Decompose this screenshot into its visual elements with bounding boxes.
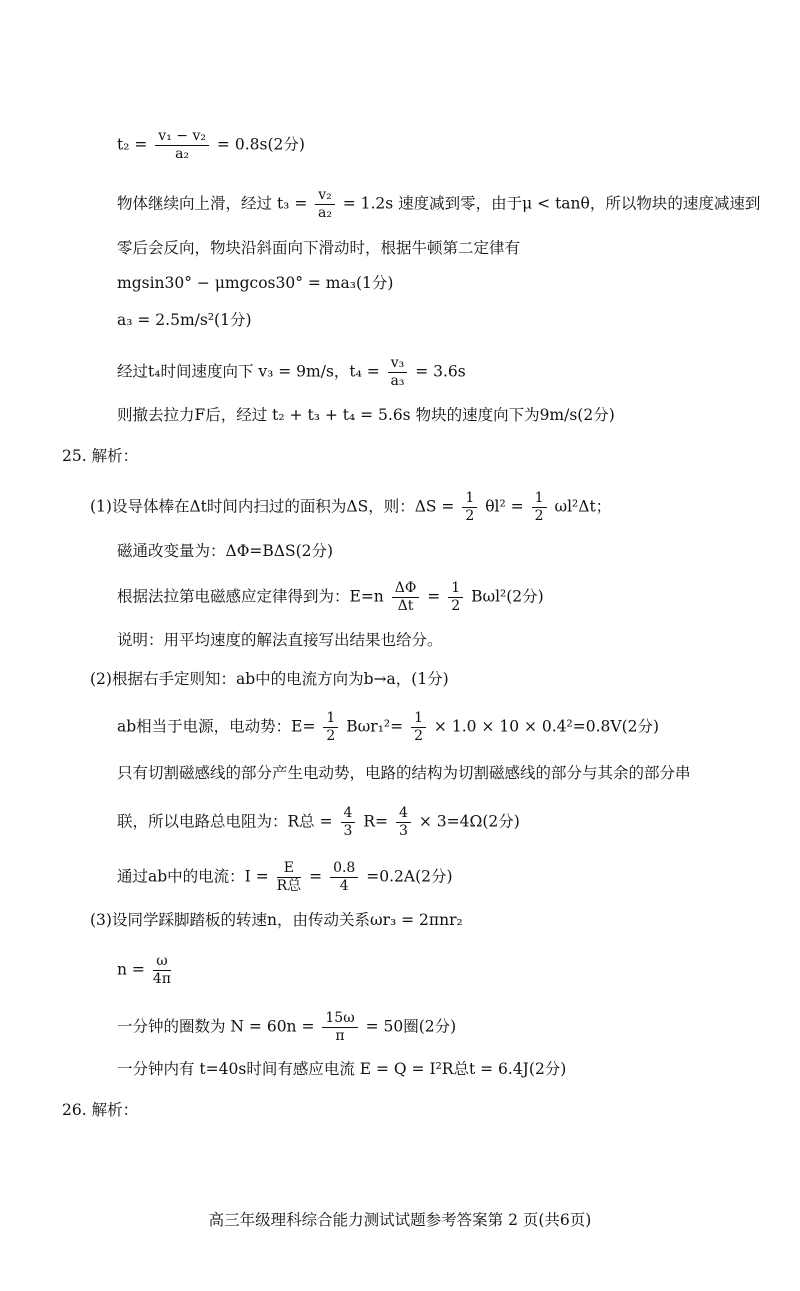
fraction: $\frac{\text{v₃}}{\text{a₃}}$	[388, 355, 408, 390]
text: × 3=4Ω(2分)	[418, 812, 520, 831]
text-line: 只有切割磁感线的部分产生电动势，电路的结构为切割磁感线的部分与其余的部分串	[117, 764, 691, 782]
text: = 1.2s 速度减到零，由于μ < tanθ，所以物块的速度减速到	[342, 194, 761, 213]
text-line	[117, 187, 760, 222]
fraction: $\frac{\text{v₁ − v₂}}{\text{a₂}}$	[155, 128, 209, 163]
fraction: $\frac{1}{2}$	[448, 580, 463, 615]
text-line: (3)设同学踩脚踏板的转速n，由传动关系ωr₃ = 2πnr₂	[90, 911, 463, 929]
fraction: $\frac{1}{2}$	[532, 490, 547, 525]
text-line: 则撤去拉力F后，经过 t₂ + t₃ + t₄ = 5.6s 物块的速度向下为9m/s(2分)	[117, 406, 615, 424]
text-line: 说明：用平均速度的解法直接写出结果也给分。	[117, 631, 443, 649]
section-heading-25: 25. 解析：	[62, 447, 139, 465]
text: R=	[363, 812, 389, 831]
text-line	[117, 355, 466, 390]
text: ab相当于电源，电动势：E=	[117, 717, 316, 736]
text-line	[117, 805, 520, 840]
text-line	[117, 860, 453, 895]
fraction: $\frac{0.8}{4}$	[330, 860, 358, 895]
text-line	[117, 1010, 456, 1045]
text-line: mgsin30° − μmgcos30° = ma₃(1分)	[117, 274, 394, 292]
text: 物体继续向上滑，经过	[117, 194, 273, 213]
equation-t2	[117, 128, 305, 163]
text: Bωl²(2分)	[471, 587, 544, 606]
text-line: (2)根据右手定则知：ab中的电流方向为b→a，(1分)	[90, 670, 449, 688]
text: 根据法拉第电磁感应定律得到为：E=n	[117, 587, 384, 606]
text-line: 零后会反向，物块沿斜面向下滑动时，根据牛顿第二定律有	[117, 239, 521, 257]
text-line	[117, 953, 174, 988]
fraction: $\frac{1}{2}$	[411, 710, 426, 745]
fraction: $\frac{\Delta\Phi}{\Delta t}$	[392, 580, 420, 615]
t3-label: t₃ =	[276, 194, 308, 213]
text: 通过ab中的电流：I =	[117, 867, 269, 886]
text: =	[427, 587, 441, 606]
t2-label: t₂ =	[117, 135, 148, 154]
text: n =	[117, 960, 145, 979]
fraction: $\frac{4}{3}$	[396, 805, 411, 840]
fraction: $\frac{4}{3}$	[341, 805, 356, 840]
text: =	[309, 867, 323, 886]
fraction: $\frac{1}{2}$	[323, 710, 338, 745]
text: Bωr₁²=	[346, 717, 404, 736]
fraction: $\frac{\text{v₂}}{\text{a₂}}$	[315, 187, 335, 222]
text: × 1.0 × 10 × 0.4²=0.8V(2分)	[433, 717, 660, 736]
text: (1)设导体棒在Δt时间内扫过的面积为ΔS，则：ΔS =	[90, 497, 455, 516]
text-line	[117, 580, 544, 615]
text: =0.2A(2分)	[366, 867, 453, 886]
text-line: 一分钟内有 t=40s时间有感应电流 E = Q = I²R总t = 6.4J(2分)	[117, 1060, 567, 1078]
text: ωl²Δt；	[554, 497, 612, 516]
text: = 50圈(2分)	[365, 1017, 457, 1036]
text: 一分钟的圈数为 N = 60n =	[117, 1017, 315, 1036]
page-footer: 高三年级理科综合能力测试试题参考答案第 2 页(共6页)	[208, 1211, 592, 1229]
text-line: 磁通改变量为：ΔΦ=BΔS(2分)	[117, 542, 334, 560]
text: 联，所以电路总电阻为：R总 =	[117, 812, 333, 831]
section-heading-26: 26. 解析：	[62, 1101, 139, 1119]
fraction: $\frac{\omega}{4\pi}$	[152, 953, 171, 987]
text: θl² =	[485, 497, 524, 516]
fraction: $\frac{1}{2}$	[462, 490, 477, 525]
fraction: $\frac{15\omega}{\pi}$	[322, 1010, 357, 1045]
text-line: a₃ = 2.5m/s²(1分)	[117, 311, 252, 329]
text-line	[90, 490, 611, 525]
text-line	[117, 710, 659, 745]
text: = 3.6s	[415, 362, 466, 381]
text: = 0.8s(2分)	[216, 135, 305, 154]
text: 经过t₄时间速度向下 v₃ = 9m/s，t₄ =	[117, 362, 380, 381]
fraction: $\frac{E}{\text{R总}}$	[276, 860, 302, 894]
